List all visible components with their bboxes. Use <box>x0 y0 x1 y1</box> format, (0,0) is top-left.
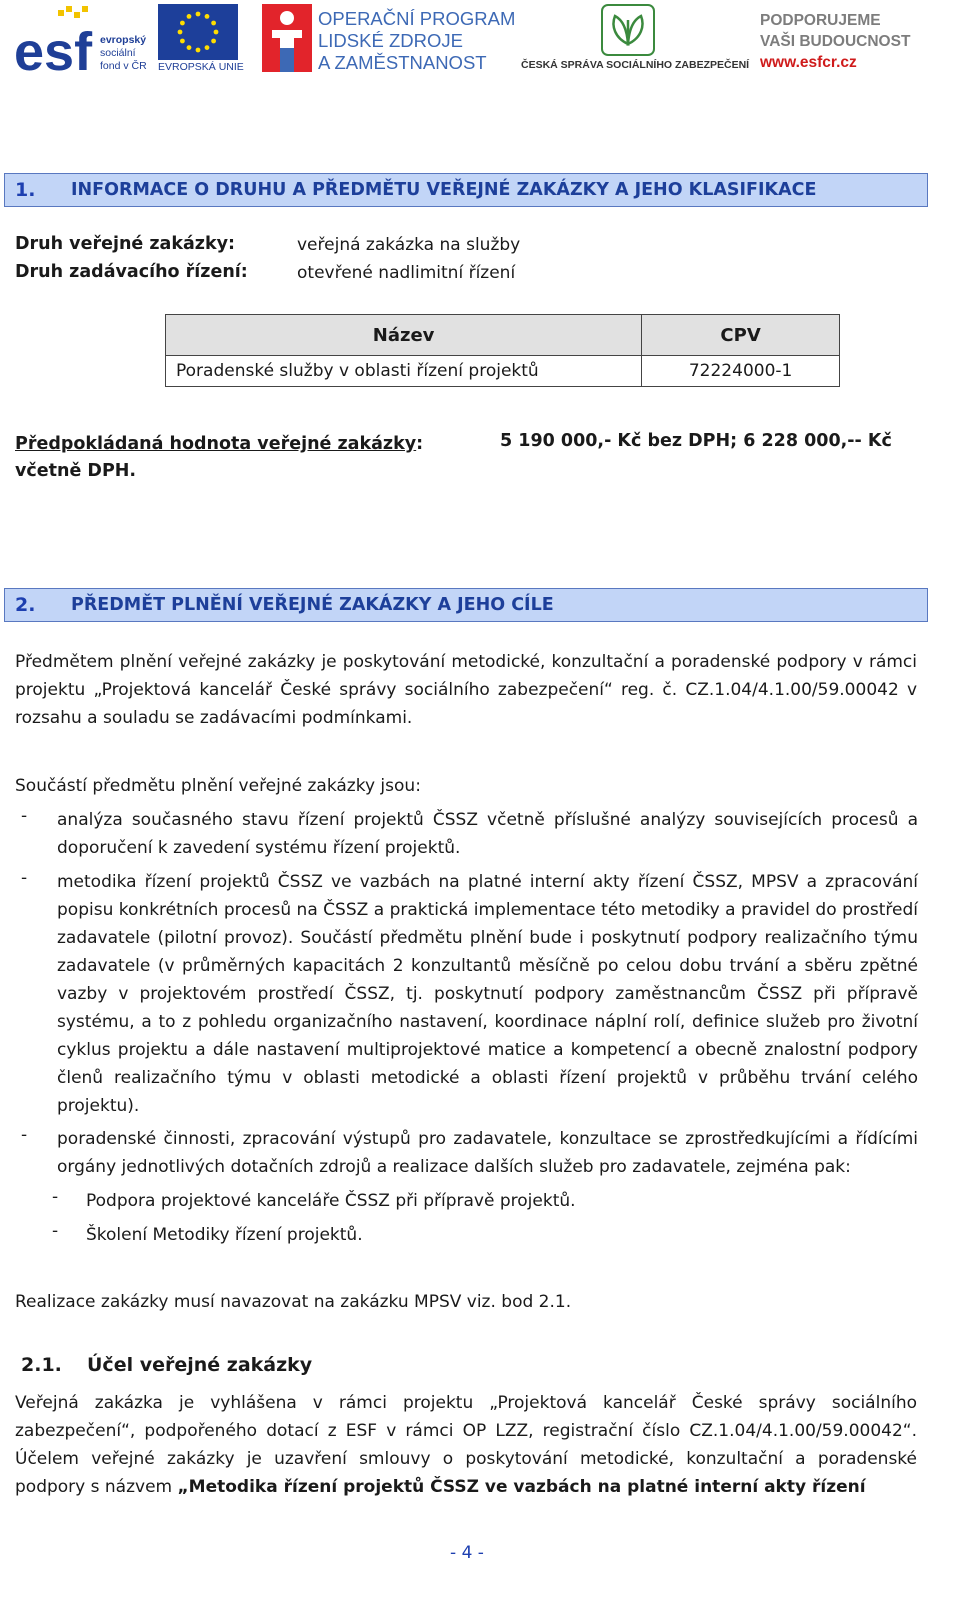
op-title-line: LIDSKÉ ZDROJE <box>318 30 463 51</box>
eu-caption: EVROPSKÁ UNIE <box>158 61 244 73</box>
purpose-text: Veřejná zakázka je vyhlášena v rámci projektu „Projektová kancelář České správy sociálního zabezpečení“, podpořeného dotací z ESF v rámci OP LZZ, registrační číslo CZ.1.04/4.1.00/59.00042“. Účelem veřejné zakázky je uzavření smlouvy o poskytování metodické, konzultační a poradenské podpory s názvem <box>15 1393 917 1497</box>
subject-intro-paragraph: Předmětem plnění veřejné zakázky je poskytování metodické, konzultační a poradenské podpory v rámci projektu „Projektová kancelář České správy sociálního zabezpečení“ reg. č. CZ.1.04/4.1.00/59.00042 v rozsahu a souladu se zadávacími podmínkami. <box>15 652 917 728</box>
bullet-dash: - <box>21 1125 28 1145</box>
esf-wordmark: esf <box>14 22 93 72</box>
section-2-title: PŘEDMĚT PLNĚNÍ VEŘEJNÉ ZAKÁZKY A JEHO CÍLE <box>71 595 554 615</box>
estimated-value-colon: : <box>416 434 424 454</box>
table-header-name: Název <box>166 315 642 356</box>
section-1-number: 1. <box>15 179 36 201</box>
subsection-2-1-heading <box>21 1354 312 1376</box>
section-1-title: INFORMACE O DRUHU A PŘEDMĚTU VEŘEJNÉ ZAKÁZKY A JEHO KLASIFIKACE <box>71 180 817 200</box>
table-cell-cpv: 72224000-1 <box>642 356 840 387</box>
section-2-number: 2. <box>15 594 36 616</box>
bullet-item-methodology: metodika řízení projektů ČSSZ ve vazbách na platné interní akty řízení ČSSZ, MPSV a zpracování popisu konkrétních procesů na ČSSZ a praktická implementace této metodiky a pravidel do prostředí zadavatele (pilotní provoz). Součástí předmětu plnění bude i poskytnutí podpory realizačního týmu zadavatele (v průměrných kapacitách 2 konzultantů měsíčně po celou dobu trvání a sběru zpětné vazby v projektovém prostředí ČSSZ, tj. poskytnutí podpory zaměstnancům ČSSZ při přípravě systému, a to z pohledu organizačního nastavení, koordinace náplní rolí, definice služeb pro životní cyklus projektu a dále nastavení multiprojektové matice a kompetencí a obecně znalostní podpory členů realizačního týmu v oblasti metodické a oblasti řízení projektů v průběhu trvání celého projektu). <box>57 872 918 1116</box>
op-lzz-title <box>318 8 515 74</box>
esf-caption <box>100 34 147 73</box>
eu-flag-icon <box>158 4 238 60</box>
op-lzz-emblem-icon <box>262 4 312 72</box>
esf-caption-line: fond v ČR <box>100 60 147 72</box>
sub-bullet-dash: - <box>52 1221 59 1241</box>
op-title-line: OPERAČNÍ PROGRAM <box>318 8 516 29</box>
support-url: www.esfcr.cz <box>760 54 857 71</box>
bullet-dash: - <box>21 806 28 826</box>
bullet-item-analysis: analýza současného stavu řízení projektů ČSSZ včetně příslušné analýzy souvisejících procesů a doporučení k zavedení systému řízení projektů. <box>57 810 918 858</box>
bullet-item-advisory: poradenské činnosti, zpracování výstupů pro zadavatele, konzultace se zprostředkujícími a řídícími orgány jednotlivých dotačních zdrojů a realizace dalších služeb pro zadavatele, zejména pak: <box>57 1129 918 1177</box>
sub-bullet-item: Podpora projektové kanceláře ČSSZ při přípravě projektů. <box>86 1191 576 1211</box>
subsection-title: Účel veřejné zakázky <box>87 1354 313 1376</box>
cssz-emblem-icon <box>601 4 655 56</box>
bullet-dash: - <box>21 868 28 888</box>
section-1-header <box>4 173 928 207</box>
support-slogan <box>760 10 910 73</box>
parts-intro: Součástí předmětu plnění veřejné zakázky jsou: <box>15 776 421 796</box>
name-cpv-table <box>165 314 840 387</box>
esf-caption-line: sociální <box>100 47 136 59</box>
subsection-number: 2.1. <box>21 1354 62 1376</box>
support-line: VAŠI BUDOUCNOST <box>760 33 911 50</box>
op-title-line: A ZAMĚSTNANOST <box>318 52 487 73</box>
table-row <box>166 356 840 387</box>
procedure-value: otevřené nadlimitní řízení <box>297 263 516 283</box>
logo-bar <box>0 0 960 84</box>
purpose-paragraph <box>15 1389 917 1501</box>
estimated-value-label-vat: včetně DPH. <box>15 461 137 481</box>
support-line: PODPORUJEME <box>760 12 881 29</box>
estimated-value: 5 190 000,- Kč bez DPH; 6 228 000,-- Kč <box>500 431 892 451</box>
esf-logo <box>14 4 98 72</box>
esf-caption-line: evropský <box>100 34 147 46</box>
contract-kind-value: veřejná zakázka na služby <box>297 235 521 255</box>
contract-kind-label: Druh veřejné zakázky: <box>15 234 236 254</box>
table-cell-name: Poradenské služby v oblasti řízení projektů <box>166 356 642 387</box>
cssz-caption: ČESKÁ SPRÁVA SOCIÁLNÍHO ZABEZPEČENÍ <box>521 59 750 71</box>
realization-note: Realizace zakázky musí navazovat na zakázku MPSV viz. bod 2.1. <box>15 1292 572 1312</box>
section-2-header <box>4 588 928 622</box>
sub-bullet-item: Školení Metodiky řízení projektů. <box>86 1225 363 1245</box>
sub-bullet-dash: - <box>52 1187 59 1207</box>
estimated-value-label-text: Předpokládaná hodnota veřejné zakázky <box>15 434 417 454</box>
procedure-label: Druh zadávacího řízení: <box>15 262 248 282</box>
page-number: - 4 - <box>450 1543 484 1563</box>
purpose-bold-title: „Metodika řízení projektů ČSSZ ve vazbách na platné interní akty řízení <box>177 1477 866 1497</box>
table-header-cpv: CPV <box>642 315 840 356</box>
estimated-value-label <box>15 431 423 485</box>
